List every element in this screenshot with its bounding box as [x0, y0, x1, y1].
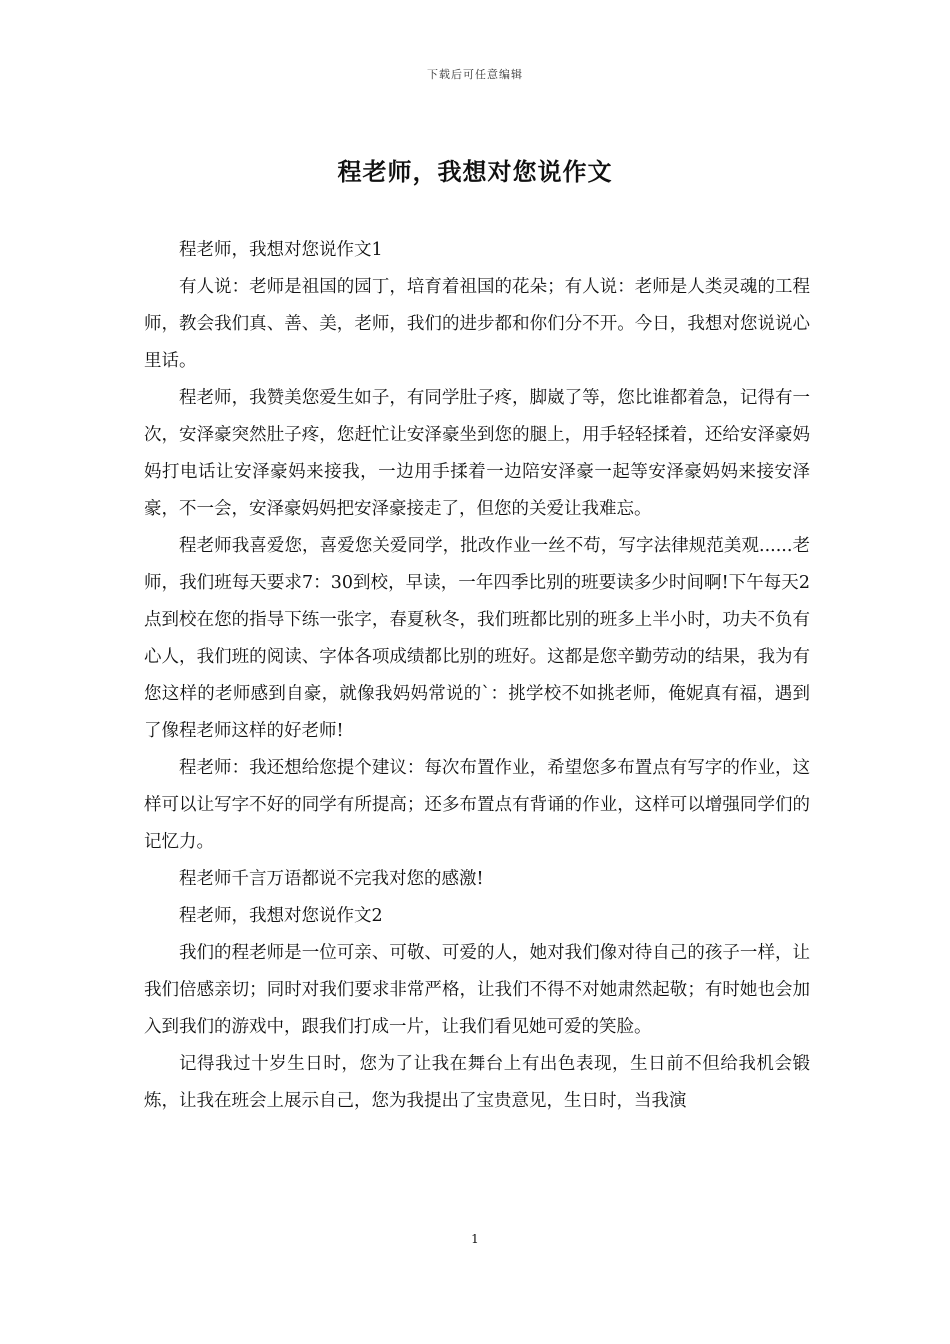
paragraph: 我们的程老师是一位可亲、可敬、可爱的人，她对我们像对待自己的孩子一样，让我们倍感亲切；同时对我们要求非常严格，让我们不得不对她肃然起敬；有时她也会加入到我们的游戏中，跟我们打成一片，让我们看见她可爱的笑脸。: [144, 943, 810, 1037]
paragraph: 程老师我喜爱您，喜爱您关爱同学，批改作业一丝不苟，写字法律规范美观......老师，我们班每天要求7：30到校，早读，一年四季比别的班要读多少时间啊!下午每天2点到校在您的指导下练一张字，春夏秋冬，我们班都比别的班多上半小时，功夫不负有心人，我们班的阅读、字体各项成绩都比别的班好。这都是您辛勤劳动的结果，我为有您这样的老师感到自豪，就像我妈妈常说的`：挑学校不如挑老师，俺妮真有福，遇到了像程老师这样的好老师!: [144, 536, 810, 741]
paragraph: 记得我过十岁生日时，您为了让我在舞台上有出色表现，生日前不但给我机会锻炼，让我在班会上展示自己，您为我提出了宝贵意见，生日时，当我演: [144, 1054, 810, 1111]
document-title: 程老师，我想对您说作文: [337, 157, 613, 186]
page-number: 1: [471, 1232, 479, 1246]
document-body: [144, 232, 810, 1120]
paragraph: 程老师：我还想给您提个建议：每次布置作业，希望您多布置点有写字的作业，这样可以让写字不好的同学有所提高；还多布置点有背诵的作业，这样可以增强同学们的记忆力。: [144, 758, 810, 852]
paragraph: 程老师，我赞美您爱生如子，有同学肚子疼，脚崴了等，您比谁都着急，记得有一次，安泽豪突然肚子疼，您赶忙让安泽豪坐到您的腿上，用手轻轻揉着，还给安泽豪妈妈打电话让安泽豪妈来接我，一边用手揉着一边陪安泽豪一起等安泽豪妈妈来接安泽豪，不一会，安泽豪妈妈把安泽豪接走了，但您的关爱让我难忘。: [144, 388, 810, 519]
paragraph: 程老师千言万语都说不完我对您的感激!: [179, 869, 484, 889]
header-note: 下载后可任意编辑: [427, 68, 523, 81]
section-heading-2: 程老师，我想对您说作文2: [179, 906, 383, 926]
section-heading-1: 程老师，我想对您说作文1: [179, 240, 383, 260]
paragraph: 有人说：老师是祖国的园丁，培育着祖国的花朵；有人说：老师是人类灵魂的工程师，教会我们真、善、美，老师，我们的进步都和你们分不开。今日，我想对您说说心里话。: [144, 277, 810, 371]
